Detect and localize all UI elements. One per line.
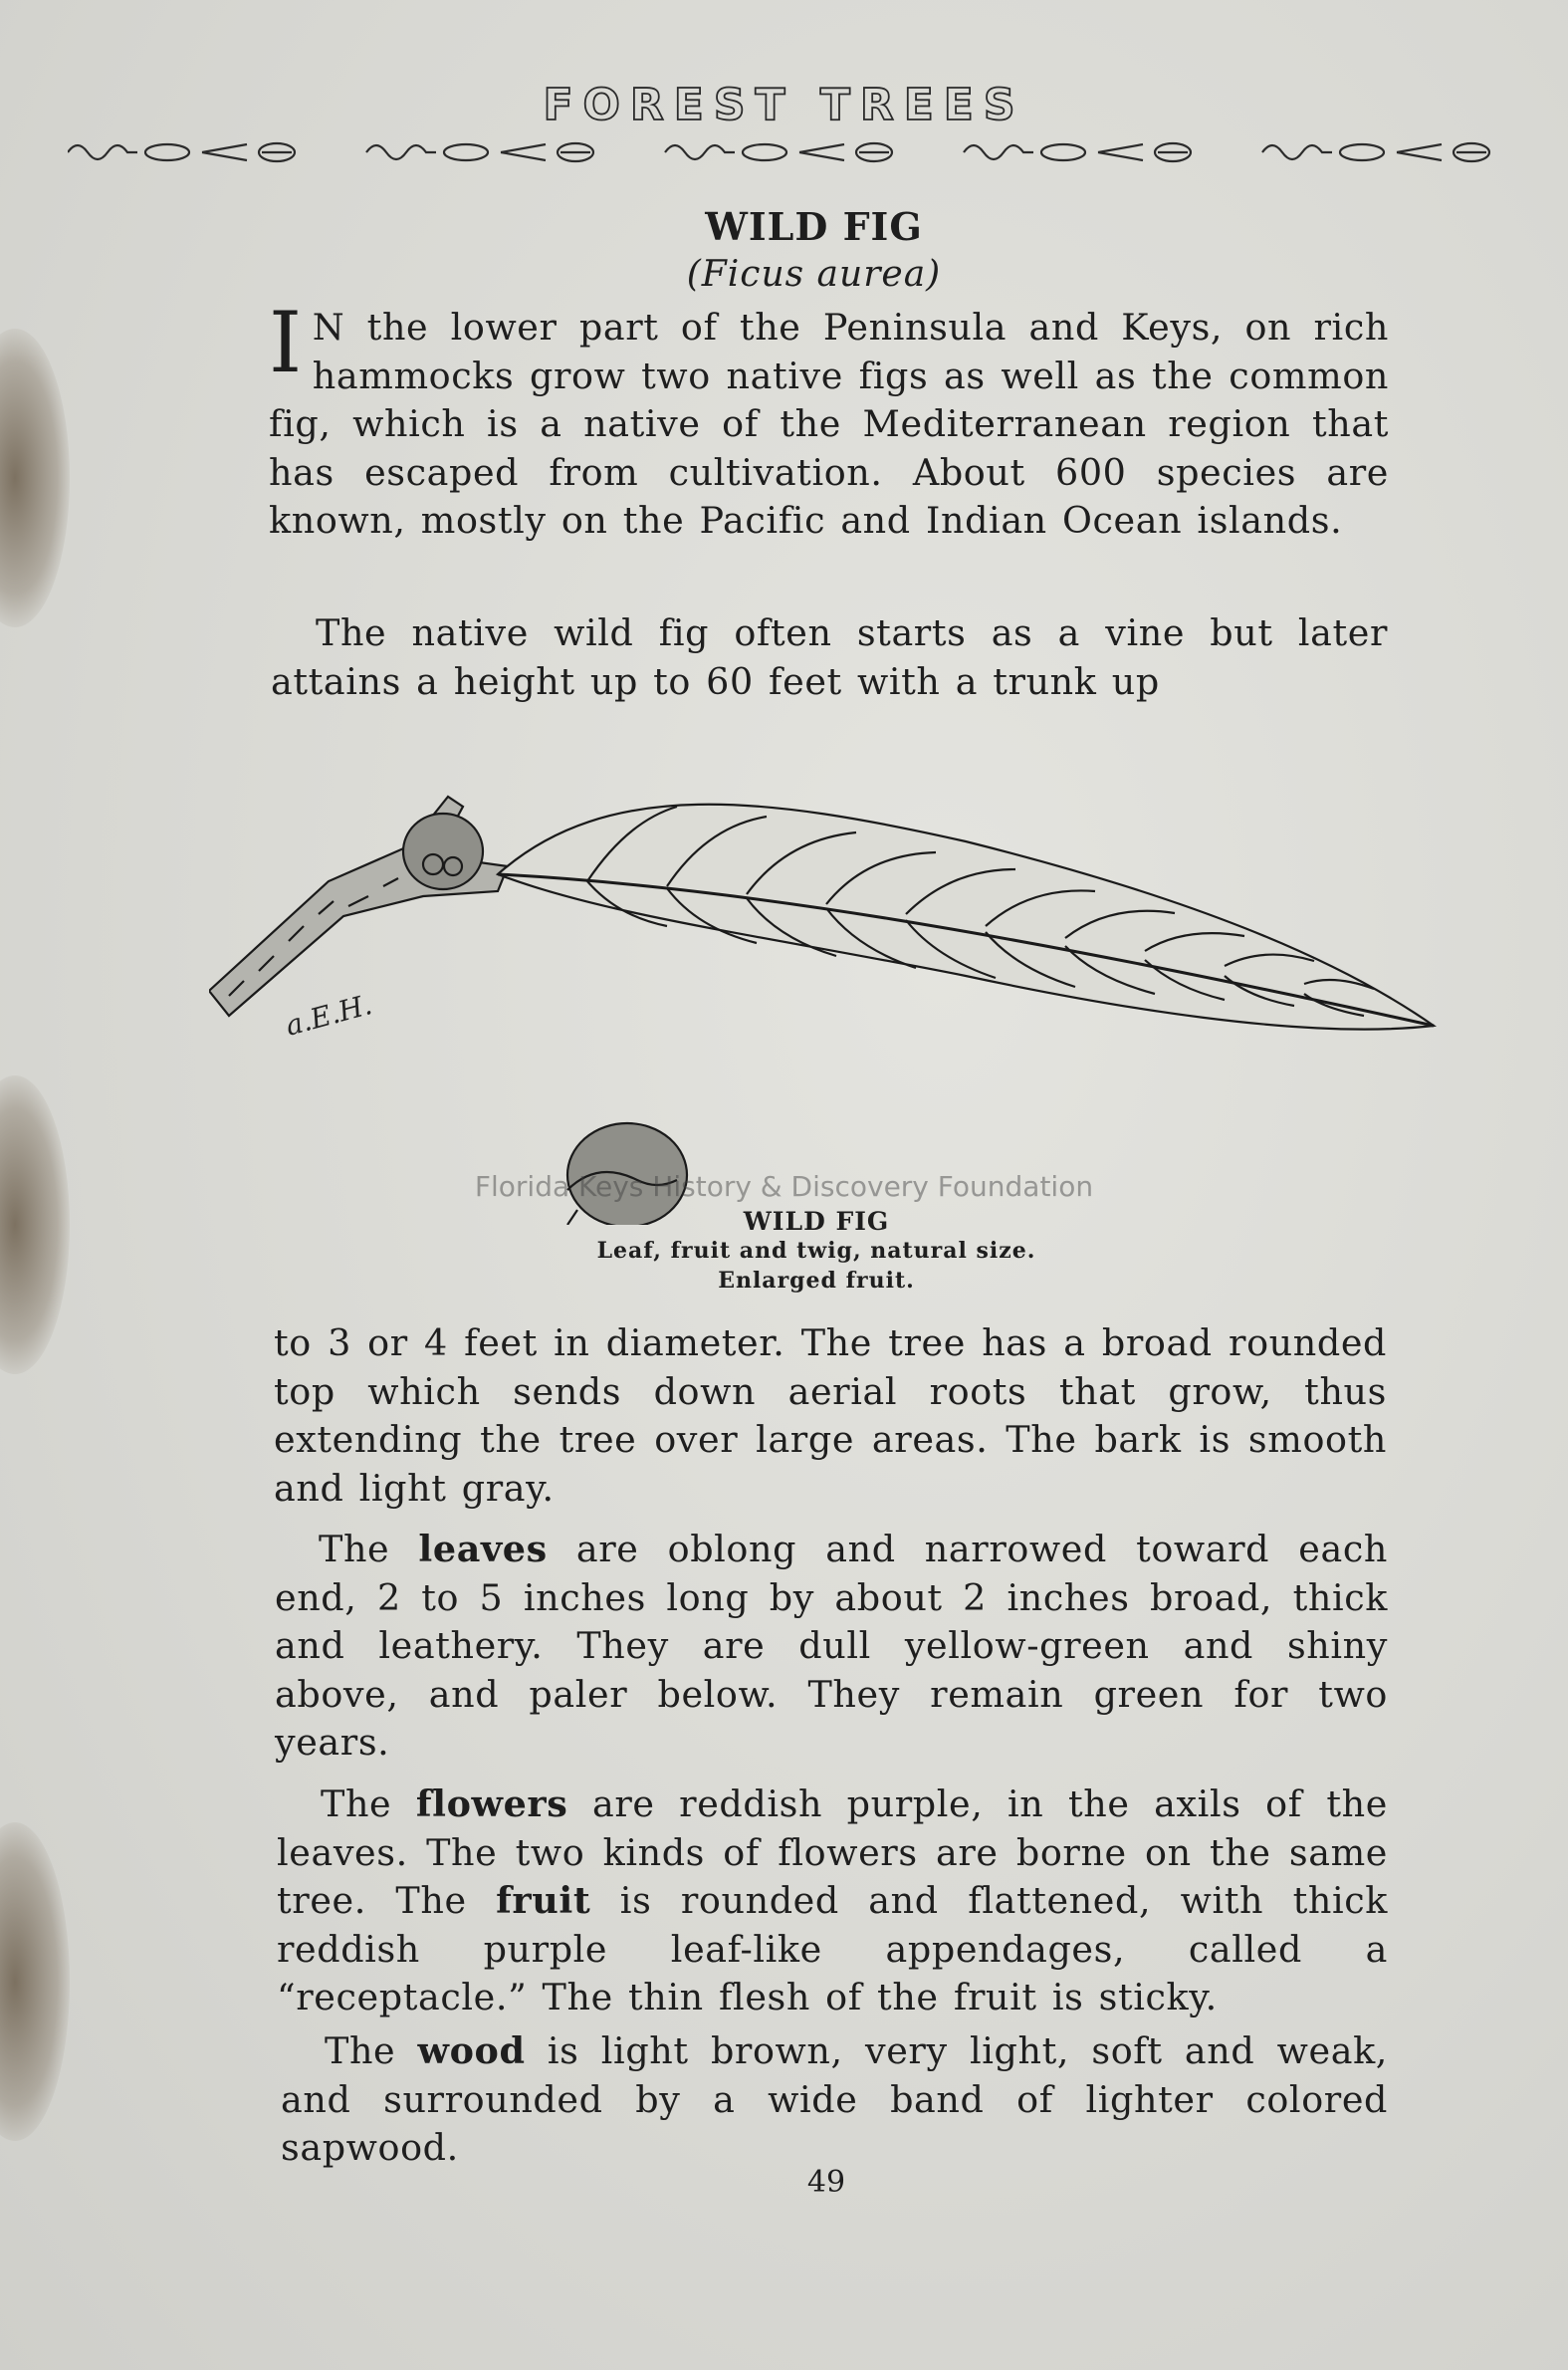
paragraph-height [271, 609, 1388, 706]
artist-initials: a.E.H. [282, 988, 376, 1043]
keyword-leaves: leaves [418, 1528, 548, 1570]
text-run: are reddish purple, in the axils of the leaves. The two kinds of flowers are borne on the same tree. The [277, 1782, 1388, 1922]
leaf [498, 805, 1434, 1030]
text-run: The [319, 1528, 419, 1570]
figure-caption-title: WILD FIG [743, 1207, 890, 1236]
figure-caption-line: Enlarged fruit. [718, 1268, 915, 1294]
keyword-wood: wood [417, 2029, 526, 2072]
paragraph-trunk-text: to 3 or 4 feet in diameter. The tree has a broad rounded top which sends down aerial roots that grow, thus extending the tree over large areas. The bark is smooth and light gray. [274, 1321, 1387, 1510]
stain [0, 1822, 70, 2141]
ornament-border [68, 135, 1551, 169]
paragraph-intro [269, 294, 1389, 546]
figure-caption-line: Leaf, fruit and twig, natural size. [596, 1238, 1036, 1264]
text-run: The [321, 1782, 416, 1825]
paragraph-intro-text: N the lower part of the Peninsula and Keys, on rich hammocks grow two native figs as well as the common fig, which is a native of the Mediterranean region that has escaped from cultivation. About 600 species are known, mostly on the Pacific and Indian Ocean islands. [269, 306, 1389, 542]
paragraph-leaves [275, 1526, 1388, 1768]
running-head: FOREST TREES [543, 80, 1025, 130]
keyword-fruit: fruit [496, 1879, 591, 1922]
drop-cap: I [269, 294, 303, 391]
text-run: is rounded and flattened, with thick reddish purple leaf-like appendages, called a “receptacle.” The thin flesh of the fruit is sticky. [277, 1879, 1389, 2018]
article-title: WILD FIG [705, 204, 923, 249]
stain [0, 329, 70, 627]
paragraph-wood [281, 2027, 1388, 2173]
bud-fruit [403, 814, 483, 889]
paragraph-height-text: The native wild fig often starts as a vine but later attains a height up to 60 feet with a trunk up [271, 611, 1388, 703]
paragraph-trunk [274, 1319, 1387, 1513]
text-run: The [325, 2029, 418, 2072]
scientific-name: (Ficus aurea) [686, 254, 942, 295]
text-run: are oblong and narrowed toward each end, 2 to 5 inches long by about 2 inches broad, thick and leathery. They are dull yellow-green and shiny above, and paler below. They remain green for two years. [275, 1528, 1388, 1764]
keyword-flowers: flowers [415, 1782, 568, 1825]
watermark: Florida Keys History & Discovery Foundation [474, 1170, 1094, 1203]
wild-fig-illustration [209, 757, 1444, 1225]
page-number: 49 [806, 2165, 846, 2200]
text-run: is light brown, very light, soft and weak, and surrounded by a wide band of lighter colored sapwood. [281, 2029, 1388, 2169]
paragraph-flowers [277, 1780, 1388, 2022]
